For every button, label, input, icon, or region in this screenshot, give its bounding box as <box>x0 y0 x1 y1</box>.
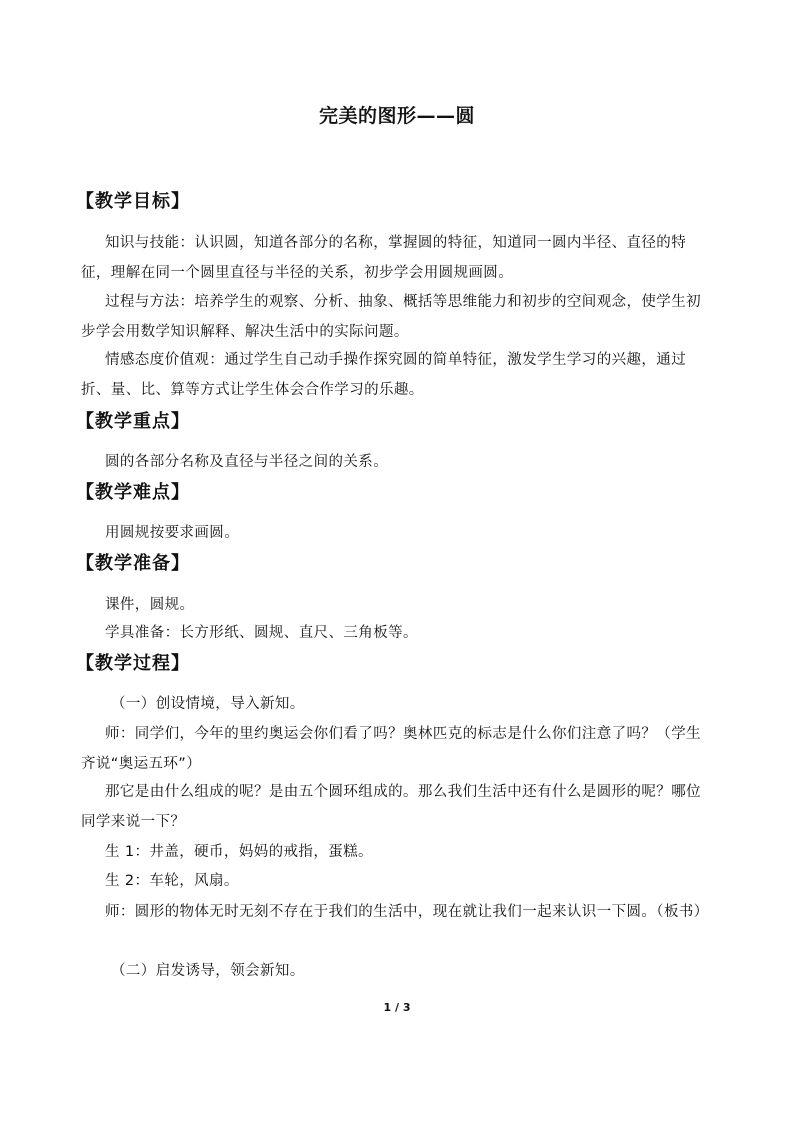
document-title: 完美的图形——圆 <box>318 105 475 127</box>
process-paragraph: 生 2：车轮，风扇。 <box>105 873 239 889</box>
preparation-paragraph: 课件，圆规。 <box>105 597 195 613</box>
difficulties-paragraph: 用圆规按要求画圆。 <box>105 525 240 541</box>
section-heading-difficulties: 【教学难点】 <box>76 482 190 503</box>
process-paragraph: 生 1：井盖，硬币，妈妈的戒指，蛋糕。 <box>105 844 373 860</box>
process-paragraph: 师：圆形的物体无时无刻不存在于我们的生活中，现在就让我们一起来认识一下圆。（板书） <box>105 904 709 920</box>
page-number: 1 / 3 <box>383 1001 411 1014</box>
process-paragraph: 师：同学们，今年的里约奥运会你们看了吗？奥林匹克的标志是什么你们注意了吗？（学生齐说“奥运五环”） <box>81 726 701 772</box>
preparation-paragraph: 学具准备：长方形纸、圆规、直尺、三角板等。 <box>105 625 418 641</box>
objectives-paragraph: 知识与技能：认识圆，知道各部分的名称，掌握圆的特征，知道同一圆内半径、直径的特征，理解在同一个圆里直径与半径的关系，初步学会用圆规画圆。 <box>81 235 687 281</box>
section-heading-preparation: 【教学准备】 <box>76 553 190 574</box>
process-paragraph: （一）创设情境，导入新知。 <box>111 696 305 712</box>
section-heading-key-points: 【教学重点】 <box>76 411 190 432</box>
section-heading-objectives: 【教学目标】 <box>76 191 190 212</box>
section-heading-process: 【教学过程】 <box>76 653 190 674</box>
process-paragraph: （二）启发诱导，领会新知。 <box>111 963 305 979</box>
process-paragraph: 那它是由什么组成的呢？是由五个圆环组成的。那么我们生活中还有什么是圆形的呢？哪位同学来说一下？ <box>81 784 701 830</box>
objectives-paragraph: 情感态度价值观：通过学生自己动手操作探究圆的简单特征，激发学生学习的兴趣，通过折、量、比、算等方式让学生体会合作学习的乐趣。 <box>81 352 687 398</box>
key-points-paragraph: 圆的各部分名称及直径与半径之间的关系。 <box>105 454 389 470</box>
objectives-paragraph: 过程与方法：培养学生的观察、分析、抽象、概括等思维能力和初步的空间观念，使学生初步学会用数学知识解释、解决生活中的实际问题。 <box>81 294 701 340</box>
